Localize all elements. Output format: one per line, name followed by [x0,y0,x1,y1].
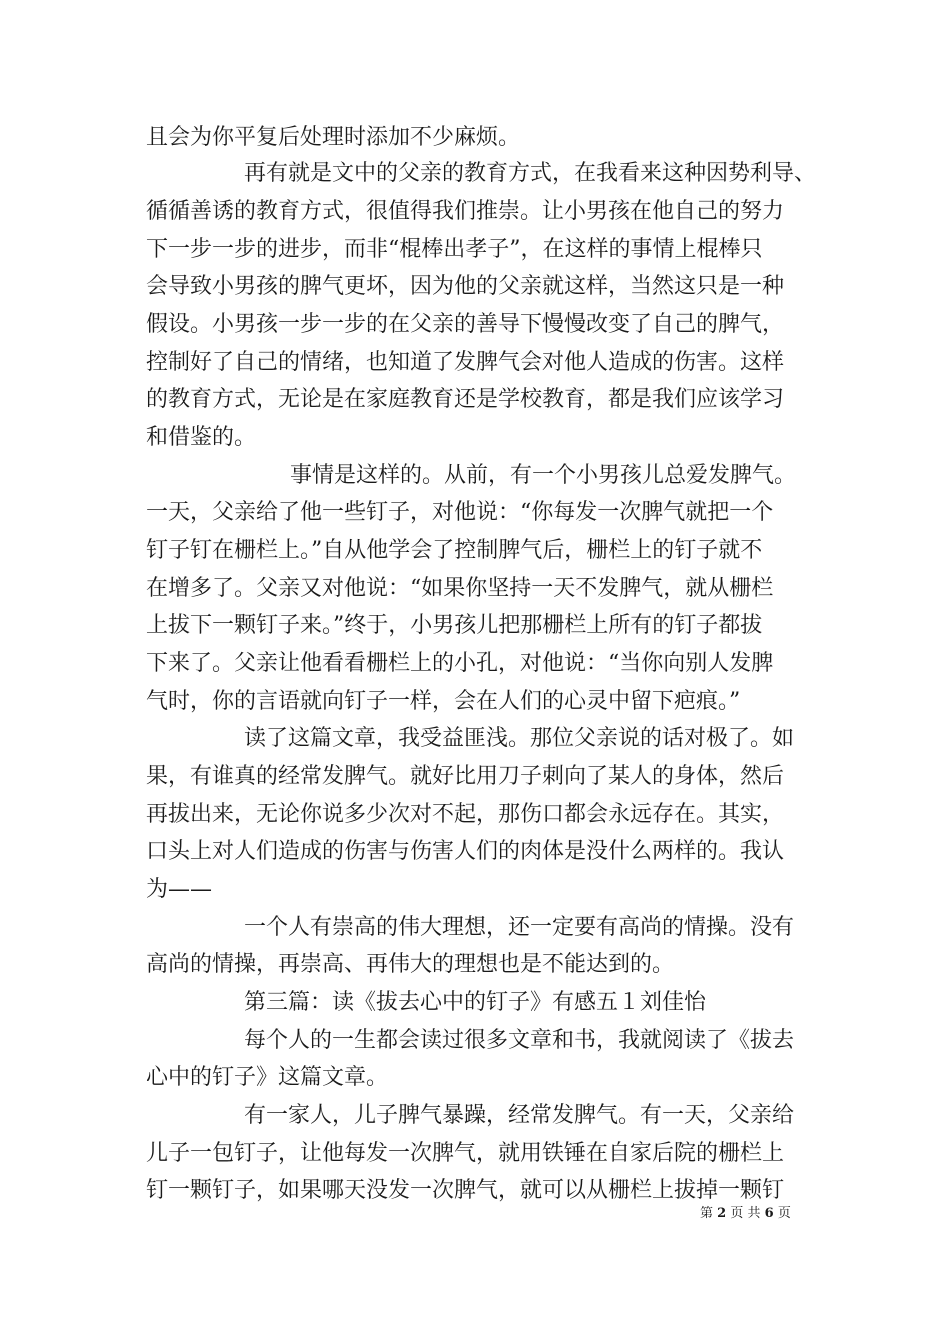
text-line: 心中的钉子》这篇文章。 [146,1065,389,1090]
paragraph-first-line: 读了这篇文章，我受益匪浅。那位父亲说的话对极了。如 [244,726,795,751]
text-line: 口头上对人们造成的伤害与伤害人们的肉体是没什么两样的。我认 [146,839,785,864]
text-line: 的教育方式，无论是在家庭教育还是学校教育，都是我们应该学习 [146,387,785,412]
total-pages-number: 6 [764,1206,774,1221]
paragraph-first-line: 每个人的一生都会读过很多文章和书，我就阅读了《拔去 [244,1028,795,1053]
paragraph-first-line: 事情是这样的。从前，有一个小男孩儿总爱发脾气。 [290,463,797,488]
footer-middle: 页 共 [730,1206,761,1221]
text-line: 为—— [146,877,213,902]
footer-prefix: 第 [700,1206,714,1221]
paragraph-first-line: 一个人有崇高的伟大理想，还一定要有高尚的情操。没有 [244,915,795,940]
text-line: 在增多了。父亲又对他说：“如果你坚持一天不发脾气，就从栅栏 [146,576,774,601]
page-footer [700,1205,791,1223]
text-line: 假设。小男孩一步一步的在父亲的善导下慢慢改变了自己的脾气， [146,312,785,337]
text-line: 气时，你的言语就向钉子一样，会在人们的心灵中留下疤痕。” [146,689,741,714]
text-line: 高尚的情操，再崇高、再伟大的理想也是不能达到的。 [146,952,675,977]
text-line: 会导致小男孩的脾气更坏，因为他的父亲就这样，当然这只是一种 [146,274,785,299]
text-line: 循循善诱的教育方式，很值得我们推崇。让小男孩在他自己的努力 [146,199,785,224]
footer-suffix: 页 [777,1206,791,1221]
section-heading: 第三篇：读《拔去心中的钉子》有感五１刘佳怡 [244,990,707,1015]
text-line: 控制好了自己的情绪，也知道了发脾气会对他人造成的伤害。这样 [146,350,785,375]
text-line: 且会为你平复后处理时添加不少麻烦。 [146,125,521,150]
paragraph-first-line: 有一家人，儿子脾气暴躁，经常发脾气。有一天，父亲给 [244,1103,795,1128]
text-line: 果，有谁真的经常发脾气。就好比用刀子刺向了某人的身体，然后 [146,764,785,789]
text-line: 儿子一包钉子，让他每发一次脾气，就用铁锤在自家后院的栅栏上 [146,1141,785,1166]
text-line: 钉子钉在栅栏上。”自从他学会了控制脾气后，栅栏上的钉子就不 [146,538,763,563]
text-line: 下一步一步的进步，而非“棍棒出孝子”，在这样的事情上棍棒只 [146,237,763,262]
current-page-number: 2 [717,1206,727,1221]
paragraph-first-line: 再有就是文中的父亲的教育方式，在我看来这种因势利导、 [244,161,817,186]
text-line: 下来了。父亲让他看看栅栏上的小孔，对他说：“当你向别人发脾 [146,651,774,676]
text-line: 上拔下一颗钉子来。”终于，小男孩儿把那栅栏上所有的钉子都拔 [146,613,763,638]
text-line: 和借鉴的。 [146,425,257,450]
text-line: 一天，父亲给了他一些钉子，对他说：“你每发一次脾气就把一个 [146,500,774,525]
text-line: 再拔出来，无论你说多少次对不起，那伤口都会永远存在。其实， [146,802,785,827]
text-line: 钉一颗钉子，如果哪天没发一次脾气，就可以从栅栏上拔掉一颗钉 [146,1178,785,1203]
